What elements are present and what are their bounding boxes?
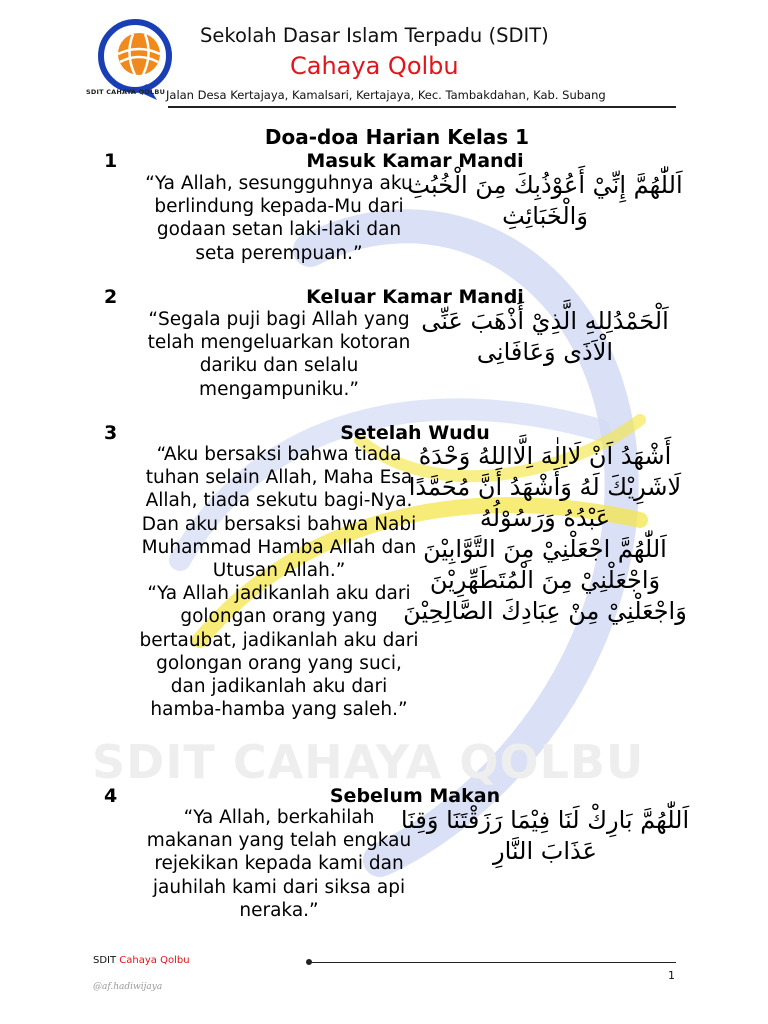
logo-caption: SDIT CAHAYA QOLBU [86,88,166,96]
author-credit: @af.hadiwijaya [93,982,163,992]
meaning-paragraph: “Aku bersaksi bahwa tiada tuhan selain Allah, Maha Esa Allah, tiada sekutu bagi-Nya. Dan aku bersaksi bahwa Nabi Muhammad Hamba Allah dan Utusan Allah.” [141,444,417,582]
meaning-paragraph: “Segala puji bagi Allah yang telah mengeluarkan kotoran dariku dan selalu mengampuniku.” [147,309,411,400]
meaning-paragraph: “Ya Allah, berkahilah makanan yang telah engkau rejekikan kepada kami dan jauhilah kami dari siksa api neraka.” [146,807,412,921]
section-number: 3 [104,422,118,444]
meaning-paragraph: “Ya Allah jadikanlah aku dari golongan orang yang bertaubat, jadikanlah aku dari golongan orang yang suci, dan jadikanlah aku dari hamba-hamba yang saleh.” [139,583,419,721]
section-number: 2 [104,286,118,308]
school-name: Cahaya Qolbu [290,52,459,80]
section-heading: Sebelum Makan [329,785,501,807]
arabic-paragraph: اَللّٰهُمَّ بَارِكْ لَنَا فِيْمَا رَزَقْتَنَا وَقِنَا عَذَابَ النَّارِ [400,806,690,865]
section-heading: Keluar Kamar Mandi [306,286,524,308]
document-title: Doa-doa Harian Kelas 1 [264,125,530,149]
arabic-paragraph: اَلْحَمْدُلِلهِ الَّذِيْ أَذْهَبَ عَنِّى الْاَذَى وَعَافَانِى [421,307,669,366]
section-number: 4 [104,785,118,807]
section-arabic [400,441,690,627]
arabic-paragraph: اَللّٰهُمَّ إِنِّيْ أَعُوْذُبِكَ مِنَ الْخُبُثِ وَالْخَبَائِثِ [407,171,683,230]
section-meaning [138,172,420,265]
section-number: 1 [104,150,118,172]
section-heading: Setelah Wudu [340,422,490,444]
arabic-paragraph: أَشْهَدُ اَنْ لَااِلٰهَ اِلَّااللهُ وَحْدَهُ لَاشَرِيْكَ لَهُ وَأَشْهَدُ أَنَّ مُحَمَّدًا عَبْدُهُ وَرَسُوْلُهُ [408,442,682,532]
section-arabic [400,805,690,867]
school-address: Jalan Desa Kertajaya, Kamalsari, Kertajaya, Kec. Tambakdahan, Kab. Subang [166,88,606,102]
section-arabic [400,170,690,232]
section-heading: Masuk Kamar Mandi [306,150,524,172]
school-type-line: Sekolah Dasar Islam Terpadu (SDIT) [200,24,549,47]
footer-school-name: Cahaya Qolbu [119,955,190,966]
section-meaning [138,308,420,401]
footer-divider [310,962,676,963]
watermark-text: SDIT CAHAYA QOLBU [92,735,645,789]
section-arabic [400,306,690,368]
section-meaning [138,443,420,721]
footer-school [93,955,190,966]
page-number: 1 [668,969,675,982]
section-meaning [138,806,420,922]
meaning-paragraph: “Ya Allah, sesungguhnya aku berlindung kepada-Mu dari godaan setan laki-laki dan seta perempuan.” [145,173,413,264]
footer-school-prefix: SDIT [93,955,117,966]
arabic-paragraph: اَللّٰهُمَّ اجْعَلْنِيْ مِنَ التَّوَّابِيْنَ وَاجْعَلْنِيْ مِنَ الْمُتَطَهِّرِيْنَ وَاجْعَلْنِيْ مِنْ عِبَادِكَ الصَّالِحِيْنَ [403,535,687,625]
